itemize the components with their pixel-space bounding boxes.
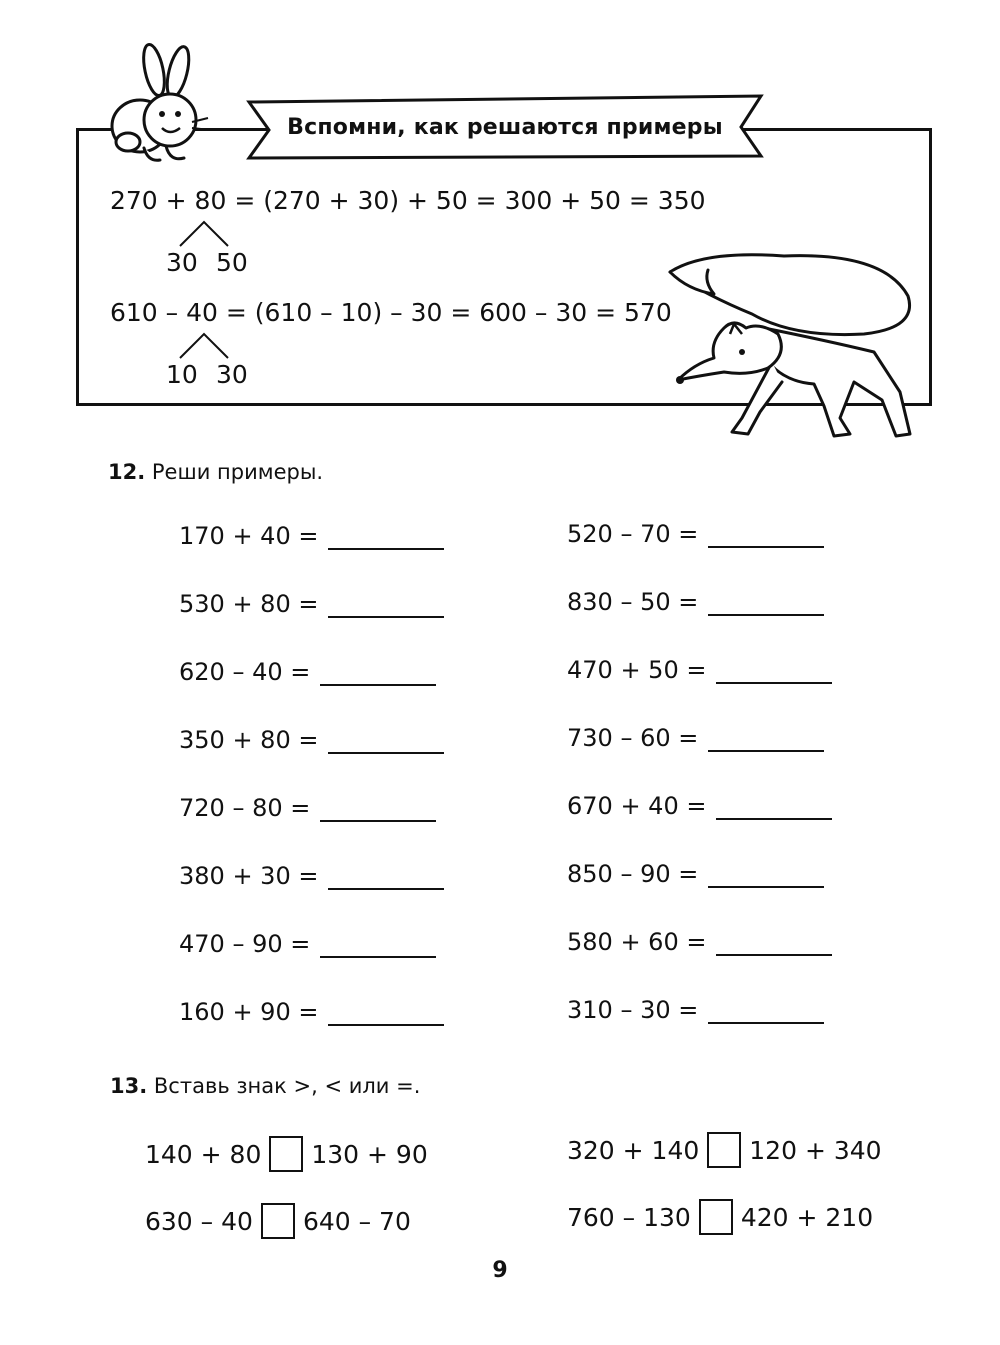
comparison-item bbox=[567, 1199, 873, 1235]
exercise-item bbox=[567, 520, 824, 548]
answer-line[interactable] bbox=[708, 592, 824, 616]
comparison-right: 420 + 210 bbox=[740, 1202, 874, 1232]
sign-box[interactable] bbox=[269, 1136, 303, 1172]
exercise-expression: 850 – 90 = bbox=[567, 860, 699, 888]
exercise-item bbox=[567, 656, 832, 684]
bunny-icon bbox=[104, 42, 216, 166]
split-part-a: 10 bbox=[166, 360, 198, 389]
exercise-item bbox=[179, 522, 444, 550]
comparison-right: 120 + 340 bbox=[749, 1135, 882, 1165]
exercise-item bbox=[567, 996, 824, 1024]
exercise-expression: 350 + 80 = bbox=[179, 726, 319, 754]
task-12-heading bbox=[108, 460, 323, 484]
exercise-expression: 620 – 40 = bbox=[179, 658, 311, 686]
exercise-expression: 730 – 60 = bbox=[567, 724, 699, 752]
page-number: 9 bbox=[492, 1258, 508, 1283]
exercise-expression: 670 + 40 = bbox=[567, 792, 707, 820]
answer-line[interactable] bbox=[328, 594, 444, 618]
answer-line[interactable] bbox=[708, 864, 824, 888]
fox-icon bbox=[664, 242, 934, 442]
comparison-right: 640 – 70 bbox=[302, 1206, 411, 1236]
split-part-b: 30 bbox=[216, 360, 248, 389]
split-part-a: 30 bbox=[166, 248, 198, 277]
exercise-item bbox=[567, 860, 824, 888]
answer-line[interactable] bbox=[716, 796, 832, 820]
exercise-item bbox=[179, 862, 444, 890]
answer-line[interactable] bbox=[320, 662, 436, 686]
worked-example-subtraction: 610 – 40 = (610 – 10) – 30 = 600 – 30 = 570 bbox=[110, 298, 672, 327]
answer-line[interactable] bbox=[708, 1000, 824, 1024]
decomposition-branch bbox=[170, 330, 234, 360]
comparison-left: 630 – 40 bbox=[145, 1206, 253, 1236]
answer-line[interactable] bbox=[708, 728, 824, 752]
split-part-b: 50 bbox=[216, 248, 248, 277]
sign-box[interactable] bbox=[261, 1203, 295, 1239]
exercise-item bbox=[567, 588, 824, 616]
exercise-item bbox=[179, 658, 436, 686]
answer-line[interactable] bbox=[328, 730, 444, 754]
task-13-number: 13. bbox=[110, 1074, 148, 1098]
worked-example-addition: 270 + 80 = (270 + 30) + 50 = 300 + 50 = 350 bbox=[110, 186, 706, 215]
answer-line[interactable] bbox=[320, 798, 436, 822]
task-13-title: Вставь знак >, < или =. bbox=[153, 1074, 421, 1098]
answer-line[interactable] bbox=[328, 526, 444, 550]
task-12-number: 12. bbox=[108, 460, 146, 484]
answer-line[interactable] bbox=[716, 660, 832, 684]
comparison-left: 760 – 130 bbox=[567, 1202, 691, 1232]
rule-title: Вспомни, как решаются примеры bbox=[287, 114, 723, 140]
task-12-title: Реши примеры. bbox=[151, 460, 324, 484]
comparison-item bbox=[145, 1136, 428, 1172]
answer-line[interactable] bbox=[328, 1002, 444, 1026]
exercise-expression: 830 – 50 = bbox=[567, 588, 699, 616]
exercise-item bbox=[567, 724, 824, 752]
comparison-left: 320 + 140 bbox=[567, 1135, 700, 1165]
answer-line[interactable] bbox=[716, 932, 832, 956]
exercise-expression: 580 + 60 = bbox=[567, 928, 707, 956]
sign-box[interactable] bbox=[707, 1132, 741, 1168]
exercise-item bbox=[179, 726, 444, 754]
comparison-left: 140 + 80 bbox=[145, 1139, 262, 1169]
exercise-expression: 520 – 70 = bbox=[567, 520, 699, 548]
exercise-item bbox=[179, 794, 436, 822]
decomposition-branch bbox=[170, 218, 234, 248]
exercise-expression: 170 + 40 = bbox=[179, 522, 319, 550]
exercise-expression: 310 – 30 = bbox=[567, 996, 699, 1024]
answer-line[interactable] bbox=[328, 866, 444, 890]
exercise-item bbox=[567, 928, 832, 956]
exercise-item bbox=[179, 930, 436, 958]
answer-line[interactable] bbox=[320, 934, 436, 958]
task-13-heading bbox=[110, 1074, 420, 1098]
exercise-expression: 470 – 90 = bbox=[179, 930, 311, 958]
exercise-expression: 530 + 80 = bbox=[179, 590, 319, 618]
exercise-expression: 160 + 90 = bbox=[179, 998, 319, 1026]
comparison-item bbox=[567, 1132, 882, 1168]
exercise-item bbox=[179, 590, 444, 618]
exercise-expression: 470 + 50 = bbox=[567, 656, 707, 684]
exercise-expression: 380 + 30 = bbox=[179, 862, 319, 890]
comparison-item bbox=[145, 1203, 411, 1239]
exercise-item bbox=[179, 998, 444, 1026]
answer-line[interactable] bbox=[708, 524, 824, 548]
comparison-right: 130 + 90 bbox=[311, 1139, 428, 1169]
exercise-expression: 720 – 80 = bbox=[179, 794, 311, 822]
sign-box[interactable] bbox=[699, 1199, 733, 1235]
exercise-item bbox=[567, 792, 832, 820]
